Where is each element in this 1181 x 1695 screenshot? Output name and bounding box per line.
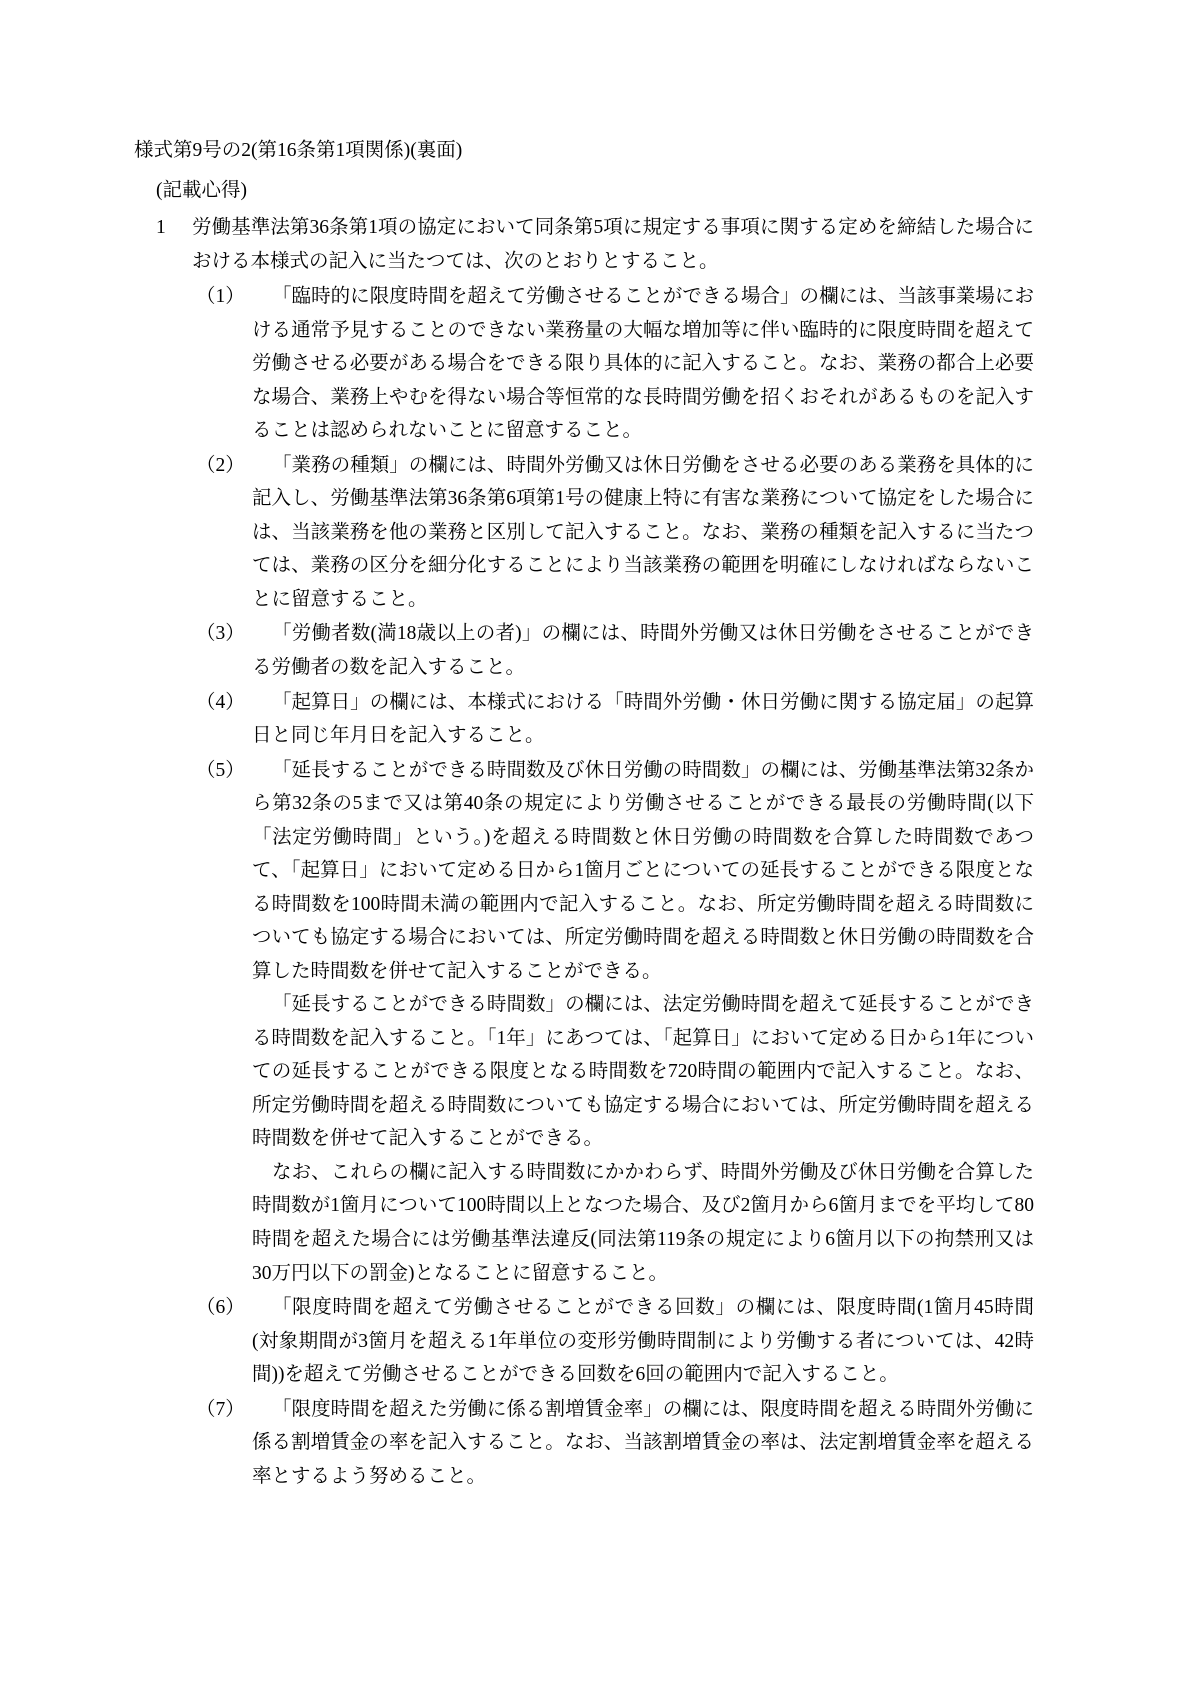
item-number: （6） <box>196 1297 245 1319</box>
list-item <box>134 617 1034 684</box>
item-paragraph: 「延長することができる時間数及び休日労働の時間数」の欄には、労働基準法第32条から第32条の5まで又は第40条の規定により労働させることができる最長の労働時間(以下「法定労働時間」という。)を超える時間数と休日労働の時間数を合算した時間数であつて、「起算日」において定める日から1箇月ごとについての延長することができる限度となる時間数を100時間未満の範囲内で記入すること。なお、所定労働時間を超える時間数についても協定する場合においては、所定労働時間を超える時間数と休日労働の時間数を合算した時間数を併せて記入することができる。 <box>252 759 1034 982</box>
item-paragraph: 「限度時間を超えて労働させることができる回数」の欄には、限度時間(1箇月45時間(対象期間が3箇月を超える1年単位の変形労働時間制により労働する者については、42時間))を超えて労働させることができる回数を6回の範囲内で記入すること。 <box>252 1297 1034 1386</box>
item-paragraph: 「限度時間を超えた労働に係る割増賃金率」の欄には、限度時間を超える時間外労働に係る割増賃金の率を記入すること。なお、当該割増賃金の率は、法定割増賃金率を超える率とするよう努めること。 <box>252 1398 1034 1487</box>
item-number: （1） <box>196 286 245 308</box>
item-paragraph: なお、これらの欄に記入する時間数にかかわらず、時間外労働及び休日労働を合算した時間数が1箇月について100時間以上となつた場合、及び2箇月から6箇月までを平均して80時間を超えた場合には労働基準法違反(同法第119条の規定により6箇月以下の拘禁刑又は30万円以下の罰金)となることに留意すること。 <box>252 1161 1034 1284</box>
item-paragraph: 「起算日」の欄には、本様式における「時間外労働・休日労働に関する協定届」の起算日と同じ年月日を記入すること。 <box>252 691 1034 747</box>
clause-1 <box>134 211 1034 278</box>
item-text <box>252 280 1034 448</box>
list-item <box>134 1291 1034 1392</box>
list-item <box>134 1393 1034 1494</box>
item-text <box>252 754 1034 1291</box>
item-paragraph: 「臨時的に限度時間を超えて労働させることができる場合」の欄には、当該事業場における通常予見することのできない業務量の大幅な増加等に伴い臨時的に限度時間を超えて労働させる必要がある場合をできる限り具体的に記入すること。なお、業務の都合上必要な場合、業務上やむを得ない場合等恒常的な長時間労働を招くおそれがあるものを記入することは認められないことに留意すること。 <box>252 286 1034 442</box>
item-paragraph: 「延長することができる時間数」の欄には、法定労働時間を超えて延長することができる時間数を記入すること。「1年」にあつては、「起算日」において定める日から1年についての延長することができる限度となる時間数を720時間の範囲内で記入すること。なお、所定労働時間を超える時間数についても協定する場合においては、所定労働時間を超える時間数を併せて記入することができる。 <box>252 994 1034 1150</box>
list-item <box>134 280 1034 448</box>
item-text <box>252 617 1034 684</box>
item-number: （3） <box>196 623 245 645</box>
list-item <box>134 449 1034 617</box>
clause-number: 1 <box>156 217 166 239</box>
item-number: （7） <box>196 1398 245 1420</box>
list-item <box>134 686 1034 753</box>
item-number: （2） <box>196 454 245 476</box>
item-text <box>252 449 1034 617</box>
item-paragraph: 「業務の種類」の欄には、時間外労働又は休日労働をさせる必要のある業務を具体的に記入し、労働基準法第36条第6項第1号の健康上特に有害な業務について協定をした場合には、当該業務を他の業務と区別して記入すること。なお、業務の種類を記入するに当たつては、業務の区分を細分化することにより当該業務の範囲を明確にしなければならないことに留意すること。 <box>252 454 1034 610</box>
item-paragraph: 「労働者数(満18歳以上の者)」の欄には、時間外労働又は休日労働をさせることができる労働者の数を記入すること。 <box>252 623 1034 678</box>
clause-text: 労働基準法第36条第1項の協定において同条第5項に規定する事項に関する定めを締結した場合における本様式の記入に当たつては、次のとおりとすること。 <box>192 217 1034 272</box>
item-text <box>252 1393 1034 1494</box>
section-subtitle: (記載心得) <box>156 179 247 201</box>
item-text <box>252 1291 1034 1392</box>
item-number: （5） <box>196 759 245 781</box>
list-item <box>134 754 1034 1291</box>
item-text <box>252 686 1034 753</box>
document-content <box>134 134 1034 1494</box>
page-title: 様式第9号の2(第16条第1項関係)(裏面) <box>134 140 463 161</box>
item-number: （4） <box>196 691 245 713</box>
